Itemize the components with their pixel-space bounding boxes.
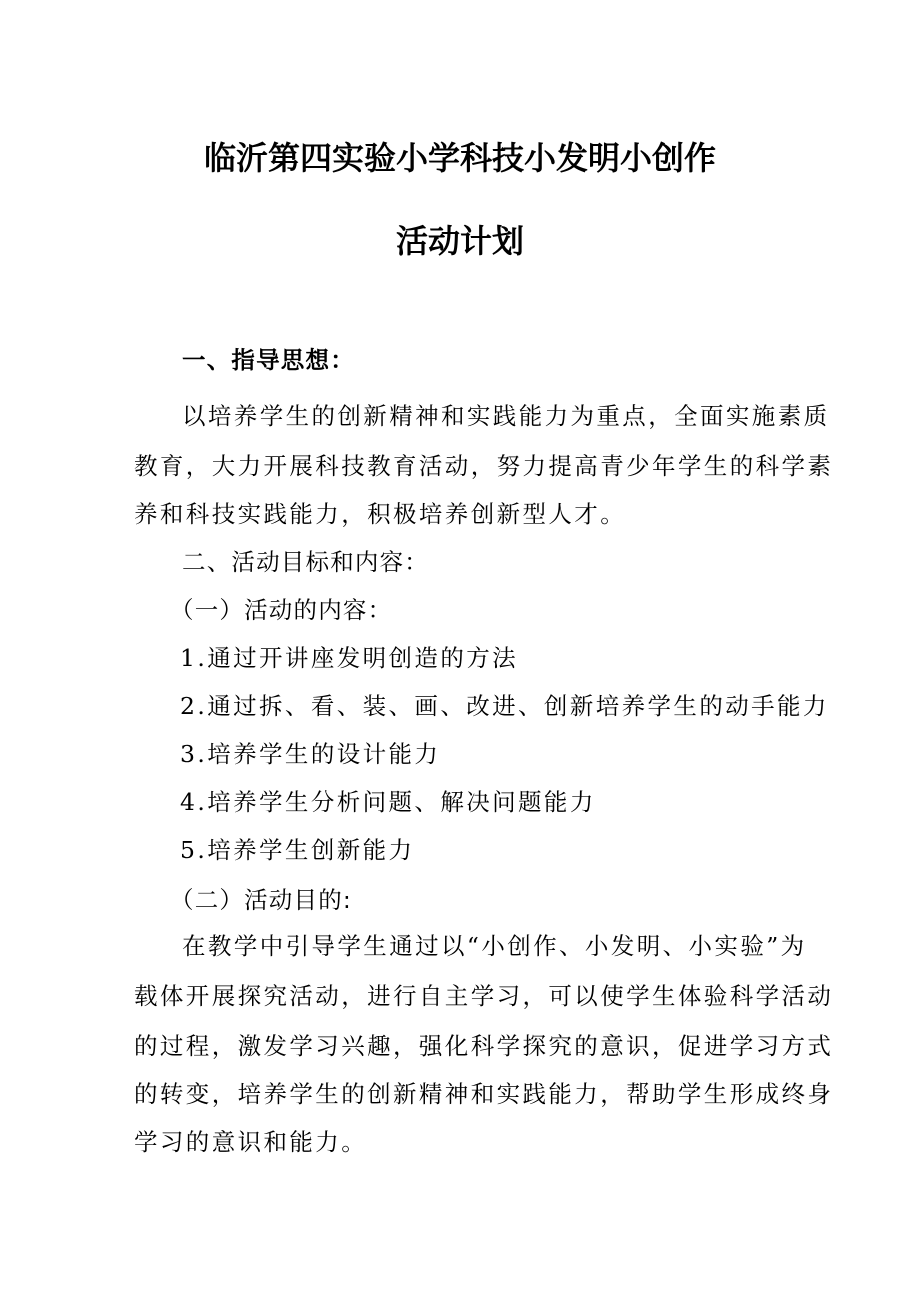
section-1-paragraph-line: 以培养学生的创新精神和实践能力为重点，全面实施素质 bbox=[182, 402, 830, 430]
purpose-paragraph-line: 学习的意识和能力。 bbox=[134, 1128, 368, 1156]
section-1-heading: 一、指导思想： bbox=[182, 346, 355, 374]
purpose-paragraph-line: 载体开展探究活动，进行自主学习，可以使学生体验科学活动 bbox=[134, 982, 834, 1010]
content-list-item: 1.通过开讲座发明创造的方法 bbox=[180, 644, 519, 672]
subsection-purpose-heading: （二）活动目的: bbox=[170, 886, 353, 914]
section-2-heading: 二、活动目标和内容： bbox=[182, 548, 429, 576]
content-list-item: 5.培养学生创新能力 bbox=[180, 836, 415, 864]
content-list-item: 3.培养学生的设计能力 bbox=[180, 740, 441, 768]
document-title-line-2: 活动计划 bbox=[395, 222, 524, 260]
document-title-line-1: 临沂第四实验小学科技小发明小创作 bbox=[203, 139, 716, 177]
subsection-content-heading: （一）活动的内容： bbox=[170, 596, 393, 624]
section-1-paragraph-line: 教育，大力开展科技教育活动，努力提高青少年学生的科学素 bbox=[134, 452, 834, 480]
purpose-paragraph-line: 在教学中引导学生通过以“小创作、小发明、小实验”为 bbox=[182, 932, 807, 960]
content-list-item: 4.培养学生分析问题、解决问题能力 bbox=[180, 788, 596, 816]
section-1-paragraph-line: 养和科技实践能力，积极培养创新型人才。 bbox=[134, 500, 627, 528]
purpose-paragraph-line: 的过程，激发学习兴趣，强化科学探究的意识，促进学习方式 bbox=[134, 1032, 834, 1060]
content-list-item: 2.通过拆、看、装、画、改进、创新培养学生的动手能力 bbox=[180, 692, 829, 720]
purpose-paragraph-line: 的转变，培养学生的创新精神和实践能力，帮助学生形成终身 bbox=[134, 1080, 834, 1108]
